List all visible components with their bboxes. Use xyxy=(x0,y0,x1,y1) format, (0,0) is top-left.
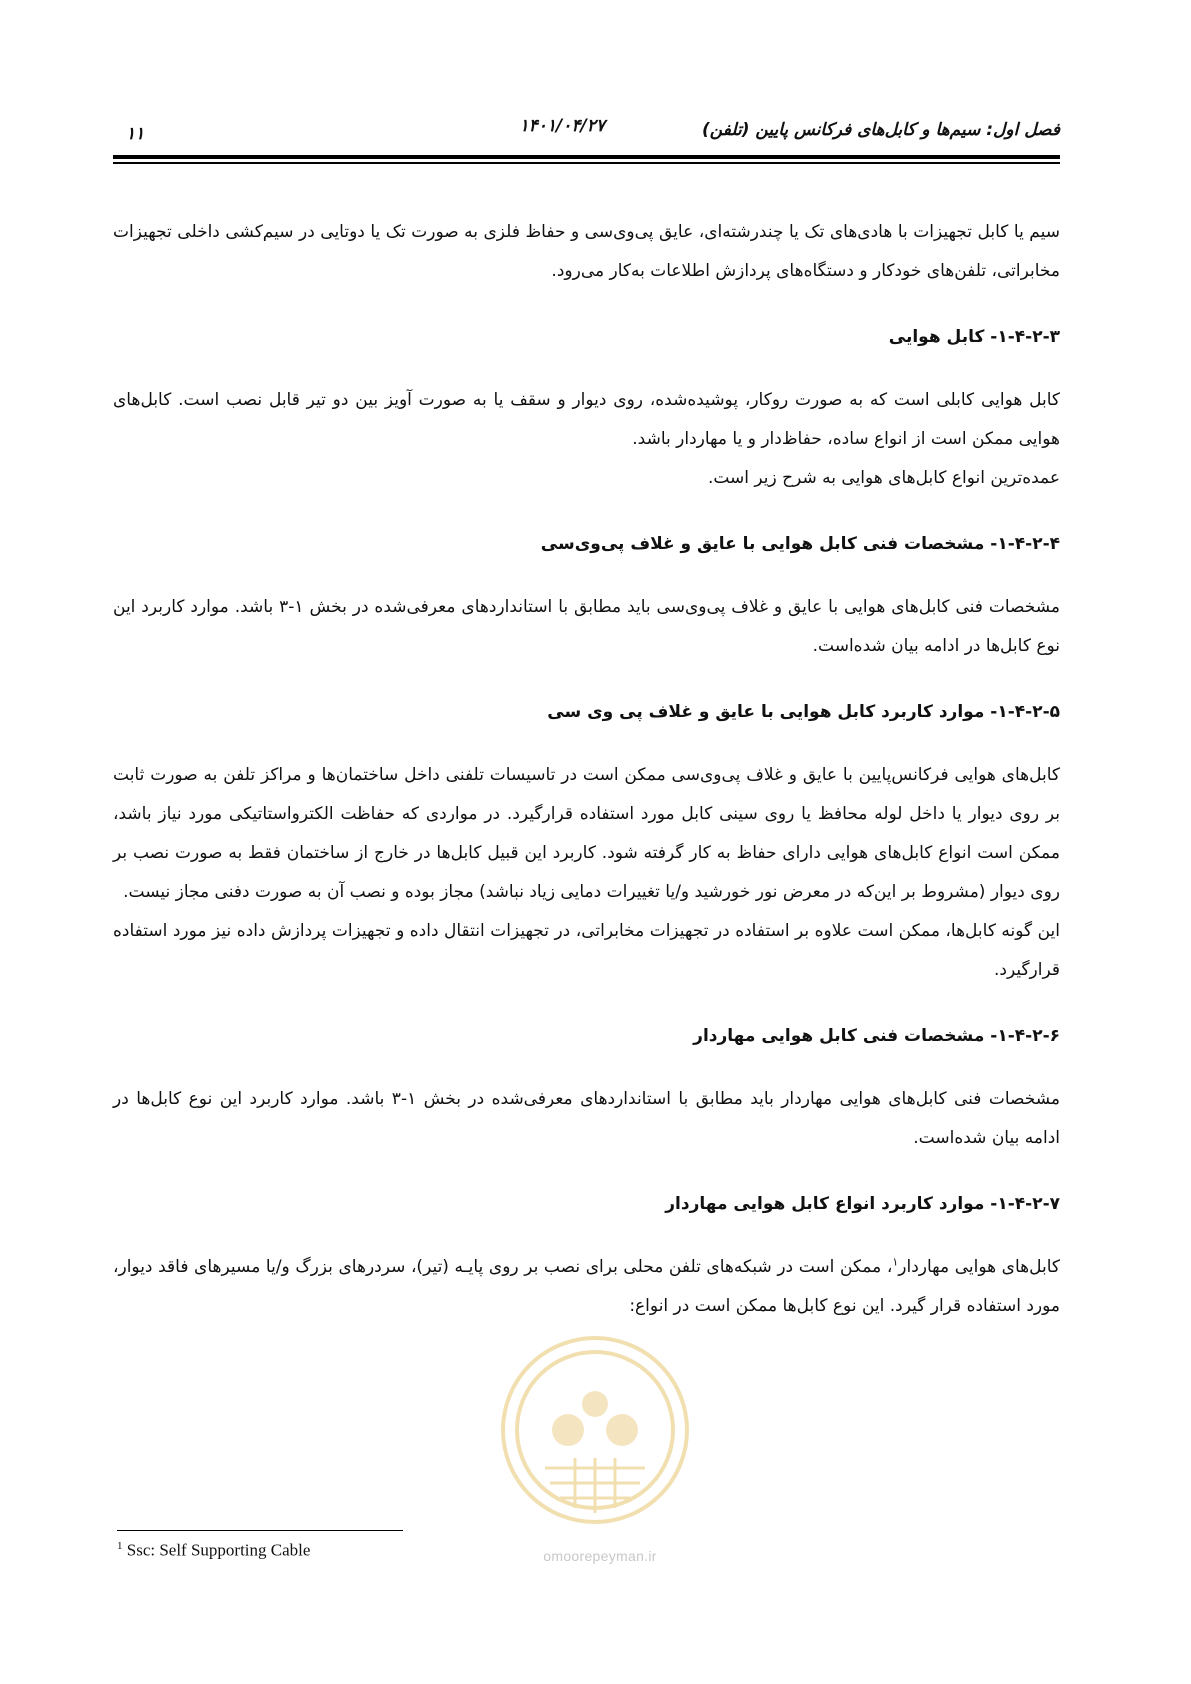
pvc-usage-line-3: حفاظت الکترواستاتیکی مورد نیاز باشد، ممکن است انواع کابل‌های هوایی دارای حفاظ به کار گرفته شود. کاربرد این xyxy=(113,804,1060,863)
footnote-reference[interactable]: ۱ xyxy=(892,1255,899,1269)
header-rule-thick xyxy=(113,155,1060,159)
chapter-title: فصل اول: سیم‌ها و کابل‌های فرکانس پایین (تلفن) xyxy=(702,120,1060,140)
ssc-usage-line-1-end: ، ممکن است در شبکه‌های تلفن محلی برای نصب بر روی پایـه (تیر)، سردرهای بزرگ و/یا xyxy=(265,1257,893,1277)
pvc-usage-paragraph xyxy=(113,756,1060,912)
pvc-specs-line-1: مشخصات فنی کابل‌های هوایی با عایق و غلاف پی‌وی‌سی باید مطابق با استانداردهای معرفی‌شده در بخش ۱-۳ باشد. xyxy=(234,597,1060,617)
footnote xyxy=(117,1540,310,1561)
watermark-site: omoorepeyman.ir xyxy=(543,1548,657,1564)
section-heading-pvc-specs: ۱-۴-۲-۴- مشخصات فنی کابل هوایی با عایق و غلاف پی‌وی‌سی xyxy=(540,534,1060,554)
intro-line-2: سیم‌کشی داخلی تجهیزات مخابراتی، تلفن‌های خودکار و دستگاه‌های پردازش اطلاعات به‌کار می‌رود. xyxy=(113,222,1060,281)
intro-line-1: سیم یا کابل تجهیزات با هادی‌های تک یا چندرشته‌ای، عایق پی‌وی‌سی و حفاظ فلزی به صورت تک یا دوتایی در xyxy=(299,222,1060,242)
aerial-line-1: کابل هوایی کابلی است که به صورت روکار، پوشیده‌شده، روی دیوار و سقف یا به صورت آویز بین دو تیر قابل نصب xyxy=(225,390,1060,410)
ssc-specs-line-2: کابل‌ها در ادامه بیان شده‌است. xyxy=(113,1089,1060,1148)
aerial-line-2: است. کابل‌های هوایی ممکن است از انواع ساده، حفاظ‌دار و یا مهاردار باشد. xyxy=(113,390,1060,449)
pvc-specs-line-2: موارد کاربرد این نوع کابل‌ها در ادامه بیان شده‌است. xyxy=(113,597,1060,656)
ssc-usage-paragraph xyxy=(113,1248,1060,1326)
header-date: ۱۴۰۱/۰۴/۲۷ xyxy=(519,116,605,136)
pvc-usage-line-4: قبیل کابل‌ها در خارج از ساختمان فقط به صورت نصب بر روی دیوار (مشروط بر این‌که در معرض نور خورشید و/یا xyxy=(113,843,1060,902)
footnote-number: 1 xyxy=(117,1540,123,1552)
ssc-usage-line-2: مسیرهای فاقد دیوار، مورد استفاده قرار گیرد. این نوع کابل‌ها ممکن است در انواع: xyxy=(113,1257,1060,1316)
pvc-usage-line-5: تغییرات دمایی زیاد نباشد) مجاز بوده و نصب آن به صورت دفنی مجاز نیست. xyxy=(123,882,660,902)
pvc-usage2-line-1: این گونه کابل‌ها، ممکن است علاوه بر استفاده در تجهیزات مخابراتی، در تجهیزات انتقال داده و تجهیزات پردازش داده xyxy=(236,921,1060,941)
section-heading-ssc-usage: ۱-۴-۲-۷- موارد کاربرد انواع کابل هوایی مهاردار xyxy=(665,1194,1060,1214)
ssc-usage-line-1-start: کابل‌های هوایی مهاردار xyxy=(898,1257,1061,1277)
page-header xyxy=(113,114,1060,148)
pvc-usage-line-2: به صورت ثابت بر روی دیوار یا داخل لوله محافظ یا روی سینی کابل مورد استفاده قرارگیرد. در مواردی که xyxy=(113,765,1060,824)
page-number: ۱۱ xyxy=(126,124,145,144)
page-body xyxy=(113,213,1060,1326)
ssc-specs-line-1: مشخصات فنی کابل‌های هوایی مهاردار باید مطابق با استانداردهای معرفی‌شده در بخش ۱-۳ باشد. موارد کاربرد این نوع xyxy=(188,1089,1061,1109)
pvc-usage-paragraph-2 xyxy=(113,912,1060,990)
header-rule-thin xyxy=(113,162,1060,164)
aerial-types-paragraph: عمده‌ترین انواع کابل‌های هوایی به شرح زیر است. xyxy=(707,468,1060,488)
section-heading-aerial-cable: ۱-۴-۲-۳- کابل هوایی xyxy=(888,327,1060,347)
section-heading-pvc-usage: ۱-۴-۲-۵- موارد کاربرد کابل هوایی با عایق و غلاف پی وی سی xyxy=(547,702,1060,722)
watermark-seal-icon xyxy=(490,1318,700,1538)
ssc-specs-paragraph xyxy=(113,1080,1060,1158)
footnote-rule xyxy=(117,1530,403,1531)
section-heading-ssc-specs: ۱-۴-۲-۶- مشخصات فنی کابل هوایی مهاردار xyxy=(693,1026,1060,1046)
footnote-text: Ssc: Self Supporting Cable xyxy=(126,1540,311,1560)
pvc-usage-line-1: کابل‌های هوایی فرکانس‌پایین با عایق و غلاف پی‌وی‌سی ممکن است در تاسیسات تلفنی داخل ساختمان‌ها و مراکز تلفن xyxy=(223,765,1060,785)
aerial-cable-paragraph xyxy=(113,381,1060,459)
pvc-usage2-line-2: نیز مورد استفاده قرارگیرد. xyxy=(113,921,1060,980)
pvc-specs-paragraph xyxy=(113,588,1060,666)
intro-paragraph xyxy=(113,213,1060,291)
